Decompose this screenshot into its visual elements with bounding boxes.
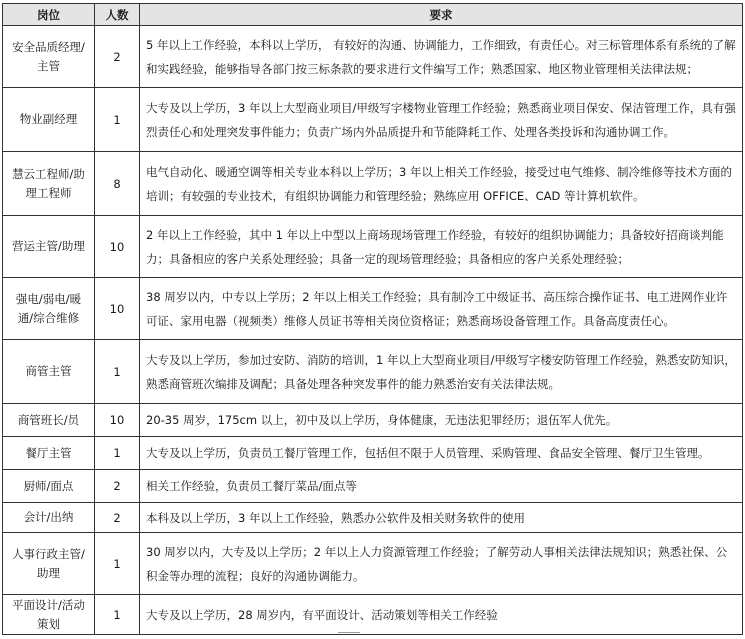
requirements-cell: 30 周岁以内，大专及以上学历；2 年以上人力资源管理工作经验；了解劳动人事相关法律法规知识；熟悉社保、公积金等办理的流程；良好的沟通协调能力。 <box>140 533 743 595</box>
requirements-cell: 大专及以上学历，参加过安防、消防的培训，1 年以上大型商业项目/甲级写字楼安防管理工作经验，熟悉安防知识，熟悉商管班次编排及调配；具备处理各种突发事件的能力熟悉治安有关法律法规。 <box>140 340 743 404</box>
requirements-cell: 相关工作经验，负责员工餐厅菜品/面点等 <box>140 470 743 503</box>
table-row <box>3 533 743 595</box>
count-cell: 1 <box>95 88 140 152</box>
position-cell: 安全品质经理/主管 <box>3 26 95 88</box>
requirements-cell: 大专及以上学历，负责员工餐厅管理工作，包括但不限于人员管理、采购管理、食品安全管理、餐厅卫生管理。 <box>140 437 743 470</box>
header-position: 岗位 <box>3 4 95 26</box>
table-row <box>3 216 743 278</box>
table-row <box>3 152 743 216</box>
position-cell: 营运主管/助理 <box>3 216 95 278</box>
position-cell: 物业副经理 <box>3 88 95 152</box>
table-row <box>3 437 743 470</box>
requirements-cell: 电气自动化、暖通空调等相关专业本科以上学历；3 年以上相关工作经验，接受过电气维修、制冷维修等技术方面的培训；有较强的专业技术，有组织协调能力和管理经验；熟练应用 OFFICE、CAD 等计算机软件。 <box>140 152 743 216</box>
requirements-cell: 大专及以上学历，3 年以上大型商业项目/甲级写字楼物业管理工作经验；熟悉商业项目保安、保洁管理工作，具有强烈责任心和处理突发事件能力；负责广场内外品质提升和节能降耗工作、处理各类投诉和沟通协调工作。 <box>140 88 743 152</box>
position-cell: 商管主管 <box>3 340 95 404</box>
requirements-cell: 38 周岁以内，中专以上学历；2 年以上相关工作经验；具有制冷工中级证书、高压综合操作证书、电工进网作业许可证、家用电器（视频类）维修人员证书等相关岗位资格证；熟悉商场设备管理工作。具备高度责任心。 <box>140 278 743 340</box>
count-cell: 8 <box>95 152 140 216</box>
table-row <box>3 26 743 88</box>
position-cell: 慧云工程师/助理工程师 <box>3 152 95 216</box>
header-count: 人数 <box>95 4 140 26</box>
page-bottom-mark <box>338 632 360 639</box>
position-cell: 厨师/面点 <box>3 470 95 503</box>
count-cell: 1 <box>95 533 140 595</box>
position-cell: 餐厅主管 <box>3 437 95 470</box>
count-cell: 1 <box>95 340 140 404</box>
table-row <box>3 595 743 635</box>
position-cell: 平面设计/活动策划 <box>3 595 95 635</box>
table-row <box>3 470 743 503</box>
table-row <box>3 503 743 533</box>
count-cell: 2 <box>95 470 140 503</box>
table-row <box>3 404 743 437</box>
count-cell: 1 <box>95 437 140 470</box>
count-cell: 2 <box>95 26 140 88</box>
requirements-cell: 5 年以上工作经验，本科以上学历， 有较好的沟通、协调能力，工作细致，有责任心。对三标管理体系有系统的了解和实践经验，能够指导各部门按三标条款的要求进行文件编写工作；熟悉国家、地区物业管理相关法律法规； <box>140 26 743 88</box>
table-header-row <box>3 4 743 26</box>
position-cell: 人事行政主管/助理 <box>3 533 95 595</box>
requirements-cell: 20-35 周岁，175cm 以上，初中及以上学历，身体健康，无违法犯罪经历；退伍军人优先。 <box>140 404 743 437</box>
count-cell: 10 <box>95 278 140 340</box>
table-row <box>3 340 743 404</box>
table-row <box>3 88 743 152</box>
requirements-cell: 大专及以上学历，28 周岁内，有平面设计、活动策划等相关工作经验 <box>140 595 743 635</box>
count-cell: 2 <box>95 503 140 533</box>
count-cell: 10 <box>95 404 140 437</box>
header-requirements: 要求 <box>140 4 743 26</box>
requirements-cell: 2 年以上工作经验，其中 1 年以上中型以上商场现场管理工作经验，有较好的组织协调能力；具备较好招商谈判能力；具备相应的客户关系处理经验；具备一定的现场管理经验；具备相应的客户关系处理经验； <box>140 216 743 278</box>
table-row <box>3 278 743 340</box>
count-cell: 10 <box>95 216 140 278</box>
position-cell: 强电/弱电/暖通/综合维修 <box>3 278 95 340</box>
count-cell: 1 <box>95 595 140 635</box>
position-cell: 商管班长/员 <box>3 404 95 437</box>
job-requirements-table <box>2 3 743 635</box>
position-cell: 会计/出纳 <box>3 503 95 533</box>
requirements-cell: 本科及以上学历，3 年以上工作经验，熟悉办公软件及相关财务软件的使用 <box>140 503 743 533</box>
